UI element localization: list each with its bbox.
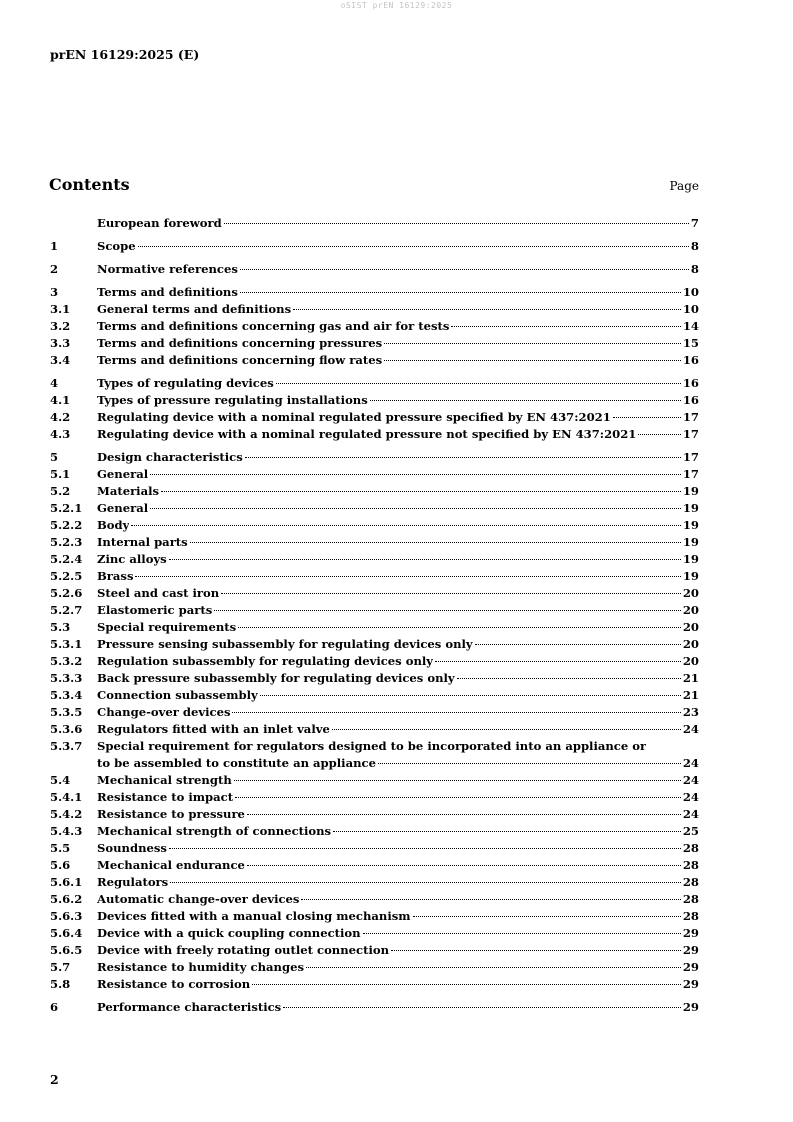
watermark: oSIST prEN 16129:2025 xyxy=(340,1,453,10)
dot-leader xyxy=(378,763,681,764)
toc-entry-title: Special requirements xyxy=(97,620,237,634)
dot-leader xyxy=(224,223,689,224)
toc-entry[interactable] xyxy=(50,959,699,976)
page-number: 2 xyxy=(50,1072,59,1087)
toc-entry-page: 20 xyxy=(682,586,699,600)
toc-entry-page: 19 xyxy=(682,501,699,515)
toc-entry-title: Normative references xyxy=(97,262,238,276)
toc-entry-number: 5.7 xyxy=(50,960,71,974)
toc-entry-number: 5.2.1 xyxy=(50,501,83,515)
toc-entry-title: Regulation subassembly for regulating devices only xyxy=(97,654,434,668)
toc-entry[interactable] xyxy=(50,738,699,755)
toc-entry-title: Mechanical endurance xyxy=(97,858,245,872)
toc-entry-title: Regulators fitted with an inlet valve xyxy=(97,722,330,736)
toc-entry[interactable] xyxy=(50,352,699,369)
toc-entry[interactable] xyxy=(50,925,699,942)
toc-entry-title: Internal parts xyxy=(97,535,188,549)
toc-entry-number: 5.4.3 xyxy=(50,824,83,838)
toc-entry-page: 29 xyxy=(682,977,699,991)
dot-leader xyxy=(370,400,681,401)
dot-leader xyxy=(238,627,681,628)
toc-entry-number: 5.4 xyxy=(50,773,71,787)
toc-entry-number: 3.3 xyxy=(50,336,71,350)
toc-entry[interactable] xyxy=(50,534,699,551)
toc-entry-number: 3.4 xyxy=(50,353,71,367)
dot-leader xyxy=(252,984,681,985)
toc-entry-page: 24 xyxy=(682,807,699,821)
toc-entry-number: 5.2.4 xyxy=(50,552,83,566)
toc-entry[interactable] xyxy=(50,857,699,874)
dot-leader xyxy=(214,610,681,611)
toc-entry-number: 5.2 xyxy=(50,484,71,498)
toc-entry-title: Device with a quick coupling connection xyxy=(97,926,361,940)
toc-entry[interactable] xyxy=(50,392,699,409)
toc-entry-number: 5.6.2 xyxy=(50,892,83,906)
toc-entry-title: Types of regulating devices xyxy=(97,376,274,390)
toc-entry-number: 5.6.5 xyxy=(50,943,83,957)
dot-leader xyxy=(283,1007,681,1008)
toc-entry-page: 24 xyxy=(682,790,699,804)
dot-leader xyxy=(240,269,689,270)
toc-entry-title: Body xyxy=(97,518,130,532)
toc-entry-title: Resistance to corrosion xyxy=(97,977,251,991)
toc-entry[interactable] xyxy=(50,215,699,232)
toc-entry[interactable] xyxy=(50,999,699,1016)
dot-leader xyxy=(235,797,681,798)
dot-leader xyxy=(384,360,681,361)
toc-entry[interactable] xyxy=(50,823,699,840)
toc-entry-number: 5.2.6 xyxy=(50,586,83,600)
toc-entry-page: 8 xyxy=(690,262,699,276)
toc-entry[interactable] xyxy=(50,483,699,500)
toc-entry-title: Terms and definitions concerning flow rates xyxy=(97,353,383,367)
toc-entry-page: 29 xyxy=(682,926,699,940)
toc-entry-page: 28 xyxy=(682,909,699,923)
toc-entry-number: 5.3.5 xyxy=(50,705,83,719)
toc-entry[interactable] xyxy=(50,500,699,517)
toc-entry[interactable] xyxy=(50,670,699,687)
dot-leader xyxy=(247,865,681,866)
page-column-label: Page xyxy=(669,179,699,193)
toc-entry-title: Change-over devices xyxy=(97,705,231,719)
toc-entry-title: Zinc alloys xyxy=(97,552,167,566)
toc-entry-title: Regulators xyxy=(97,875,169,889)
toc-entry[interactable] xyxy=(50,449,699,466)
toc-entry-page: 19 xyxy=(682,484,699,498)
toc-entry-number: 5.4.2 xyxy=(50,807,83,821)
toc-entry-page: 19 xyxy=(682,552,699,566)
toc-entry[interactable] xyxy=(50,789,699,806)
dot-leader xyxy=(451,326,680,327)
toc-entry[interactable] xyxy=(50,874,699,891)
toc-entry-page: 17 xyxy=(682,410,699,424)
toc-entry-page: 20 xyxy=(682,603,699,617)
toc-entry-number: 3 xyxy=(50,285,59,299)
toc-entry-title: Performance characteristics xyxy=(97,1000,282,1014)
toc-entry-title: Types of pressure regulating installations xyxy=(97,393,368,407)
toc-entry-page: 19 xyxy=(682,518,699,532)
dot-leader xyxy=(150,508,681,509)
toc-entry[interactable] xyxy=(50,806,699,823)
dot-leader xyxy=(457,678,681,679)
dot-leader xyxy=(413,916,681,917)
toc-entry-title: to be assembled to constitute an appliance xyxy=(97,756,376,770)
toc-entry-page: 21 xyxy=(682,688,699,702)
toc-entry[interactable] xyxy=(50,426,699,443)
toc-entry-page: 16 xyxy=(682,376,699,390)
toc-entry[interactable] xyxy=(50,375,699,392)
toc-entry-title: Mechanical strength of connections xyxy=(97,824,332,838)
toc-entry-title: Pressure sensing subassembly for regulating devices only xyxy=(97,637,473,651)
toc-entry-page: 25 xyxy=(682,824,699,838)
toc-entry-number: 5.4.1 xyxy=(50,790,83,804)
toc-entry-title: Regulating device with a nominal regulated pressure specified by EN 437:2021 xyxy=(97,410,611,424)
toc-entry[interactable] xyxy=(50,636,699,653)
dot-leader xyxy=(169,559,681,560)
toc-entry-title: Scope xyxy=(97,239,136,253)
toc-entry-number: 5.6.1 xyxy=(50,875,83,889)
toc-entry-title: Special requirement for regulators designed to be incorporated into an appliance or xyxy=(97,739,647,753)
toc-entry-number: 5.6.3 xyxy=(50,909,83,923)
toc-entry-number: 4.2 xyxy=(50,410,71,424)
toc-entry-title: Regulating device with a nominal regulated pressure not specified by EN 437:2021 xyxy=(97,427,637,441)
toc-entry[interactable] xyxy=(50,335,699,352)
toc-entry[interactable] xyxy=(50,840,699,857)
dot-leader xyxy=(293,309,681,310)
toc-entry-page: 29 xyxy=(682,1000,699,1014)
toc-entry-page: 10 xyxy=(682,302,699,316)
toc-entry-number: 5.3.4 xyxy=(50,688,83,702)
toc-entry-page: 17 xyxy=(682,467,699,481)
dot-leader xyxy=(363,933,681,934)
toc-entry-number: 5.3.3 xyxy=(50,671,83,685)
toc-entry-title: Device with freely rotating outlet connection xyxy=(97,943,390,957)
toc-entry-title: European foreword xyxy=(97,216,222,230)
document-id: prEN 16129:2025 (E) xyxy=(50,47,200,62)
dot-leader xyxy=(170,882,681,883)
toc-entry-title: Design characteristics xyxy=(97,450,243,464)
toc-entry-title: Terms and definitions xyxy=(97,285,238,299)
dot-leader xyxy=(276,383,681,384)
toc-entry-title: Elastomeric parts xyxy=(97,603,213,617)
toc-entry-number: 6 xyxy=(50,1000,59,1014)
toc-entry-page: 19 xyxy=(682,569,699,583)
toc-entry-title: Devices fitted with a manual closing mechanism xyxy=(97,909,411,923)
dot-leader xyxy=(306,967,681,968)
dot-leader xyxy=(190,542,681,543)
toc-entry[interactable] xyxy=(50,942,699,959)
dot-leader xyxy=(169,848,681,849)
toc-entry-title: General terms and definitions xyxy=(97,302,292,316)
toc-entry-title: Terms and definitions concerning gas and air for tests xyxy=(97,319,450,333)
toc-entry[interactable] xyxy=(50,551,699,568)
toc-entry-number: 5.2.3 xyxy=(50,535,83,549)
dot-leader xyxy=(435,661,681,662)
toc-entry[interactable] xyxy=(50,687,699,704)
toc-entry-page: 28 xyxy=(682,841,699,855)
toc-entry[interactable] xyxy=(50,466,699,483)
toc-entry-page: 20 xyxy=(682,654,699,668)
toc-entry-title: Brass xyxy=(97,569,134,583)
toc-entry-number: 5.3 xyxy=(50,620,71,634)
toc-entry-page: 19 xyxy=(682,535,699,549)
dot-leader xyxy=(333,831,681,832)
toc-entry-page: 17 xyxy=(682,427,699,441)
table-of-contents xyxy=(50,215,699,1016)
toc-entry[interactable] xyxy=(50,721,699,738)
toc-entry-number: 5.6.4 xyxy=(50,926,83,940)
toc-entry-page: 16 xyxy=(682,393,699,407)
toc-entry-number: 5.2.5 xyxy=(50,569,83,583)
dot-leader xyxy=(232,712,680,713)
dot-leader xyxy=(150,474,681,475)
toc-entry-title: Materials xyxy=(97,484,160,498)
toc-entry-page: 28 xyxy=(682,875,699,889)
toc-entry-number: 5.3.6 xyxy=(50,722,83,736)
toc-entry[interactable] xyxy=(50,301,699,318)
toc-entry-title: Back pressure subassembly for regulating devices only xyxy=(97,671,455,685)
toc-entry-page: 8 xyxy=(690,239,699,253)
toc-entry-number: 3.2 xyxy=(50,319,71,333)
toc-entry-number: 4 xyxy=(50,376,59,390)
toc-entry-number: 5.1 xyxy=(50,467,71,481)
dot-leader xyxy=(475,644,681,645)
toc-entry[interactable] xyxy=(50,908,699,925)
toc-entry-page: 7 xyxy=(690,216,699,230)
dot-leader xyxy=(391,950,681,951)
toc-entry-page: 23 xyxy=(682,705,699,719)
toc-entry-title: General xyxy=(97,467,149,481)
dot-leader xyxy=(247,814,681,815)
toc-entry-title: Terms and definitions concerning pressures xyxy=(97,336,383,350)
toc-entry-page: 24 xyxy=(682,722,699,736)
toc-entry-page: 20 xyxy=(682,637,699,651)
toc-entry-page: 28 xyxy=(682,892,699,906)
toc-entry-page: 14 xyxy=(682,319,699,333)
toc-entry-number: 4.1 xyxy=(50,393,71,407)
dot-leader xyxy=(161,491,681,492)
toc-entry-number: 2 xyxy=(50,262,59,276)
toc-entry[interactable] xyxy=(50,653,699,670)
toc-entry-number: 5.3.7 xyxy=(50,739,83,753)
toc-entry-page: 16 xyxy=(682,353,699,367)
toc-entry[interactable] xyxy=(50,409,699,426)
dot-leader xyxy=(301,899,680,900)
toc-entry-number: 4.3 xyxy=(50,427,71,441)
toc-entry[interactable] xyxy=(50,517,699,534)
dot-leader xyxy=(131,525,680,526)
toc-entry-number: 5.3.1 xyxy=(50,637,83,651)
toc-entry-title: Automatic change-over devices xyxy=(97,892,300,906)
toc-entry-page: 28 xyxy=(682,858,699,872)
dot-leader xyxy=(234,780,681,781)
toc-entry-page: 29 xyxy=(682,960,699,974)
toc-entry-page: 21 xyxy=(682,671,699,685)
toc-entry[interactable] xyxy=(50,585,699,602)
toc-entry-page: 29 xyxy=(682,943,699,957)
toc-entry[interactable] xyxy=(50,602,699,619)
toc-entry-continuation[interactable] xyxy=(50,755,699,772)
toc-entry[interactable] xyxy=(50,238,699,255)
dot-leader xyxy=(138,246,689,247)
toc-entry[interactable] xyxy=(50,261,699,278)
toc-entry-number: 1 xyxy=(50,239,59,253)
toc-entry[interactable] xyxy=(50,318,699,335)
toc-entry[interactable] xyxy=(50,891,699,908)
toc-entry-page: 24 xyxy=(682,756,699,770)
toc-entry-page: 15 xyxy=(682,336,699,350)
toc-entry-page: 20 xyxy=(682,620,699,634)
toc-entry[interactable] xyxy=(50,619,699,636)
toc-entry[interactable] xyxy=(50,976,699,993)
toc-entry-number: 3.1 xyxy=(50,302,71,316)
dot-leader xyxy=(135,576,680,577)
dot-leader xyxy=(240,292,681,293)
toc-entry-number: 5.8 xyxy=(50,977,71,991)
toc-entry-number: 5.3.2 xyxy=(50,654,83,668)
toc-entry-number: 5.5 xyxy=(50,841,71,855)
contents-heading: Contents xyxy=(49,175,130,194)
toc-entry-number: 5 xyxy=(50,450,59,464)
toc-entry-page: 17 xyxy=(682,450,699,464)
dot-leader xyxy=(221,593,681,594)
dot-leader xyxy=(384,343,681,344)
toc-entry-page: 24 xyxy=(682,773,699,787)
toc-entry-number: 5.2.7 xyxy=(50,603,83,617)
dot-leader xyxy=(245,457,681,458)
toc-entry-title: Resistance to impact xyxy=(97,790,234,804)
toc-entry-number: 5.2.2 xyxy=(50,518,83,532)
toc-entry-title: Resistance to pressure xyxy=(97,807,245,821)
toc-entry-number: 5.6 xyxy=(50,858,71,872)
toc-entry-title: Mechanical strength xyxy=(97,773,232,787)
toc-entry-title: General xyxy=(97,501,149,515)
toc-entry[interactable] xyxy=(50,568,699,585)
toc-entry-title: Connection subassembly xyxy=(97,688,258,702)
toc-entry-title: Resistance to humidity changes xyxy=(97,960,304,974)
toc-entry-title: Steel and cast iron xyxy=(97,586,220,600)
dot-leader xyxy=(613,417,681,418)
dot-leader xyxy=(260,695,681,696)
toc-entry[interactable] xyxy=(50,284,699,301)
toc-entry-title: Soundness xyxy=(97,841,167,855)
dot-leader xyxy=(638,434,681,435)
toc-entry-page: 10 xyxy=(682,285,699,299)
dot-leader xyxy=(332,729,681,730)
toc-entry[interactable] xyxy=(50,704,699,721)
toc-entry[interactable] xyxy=(50,772,699,789)
